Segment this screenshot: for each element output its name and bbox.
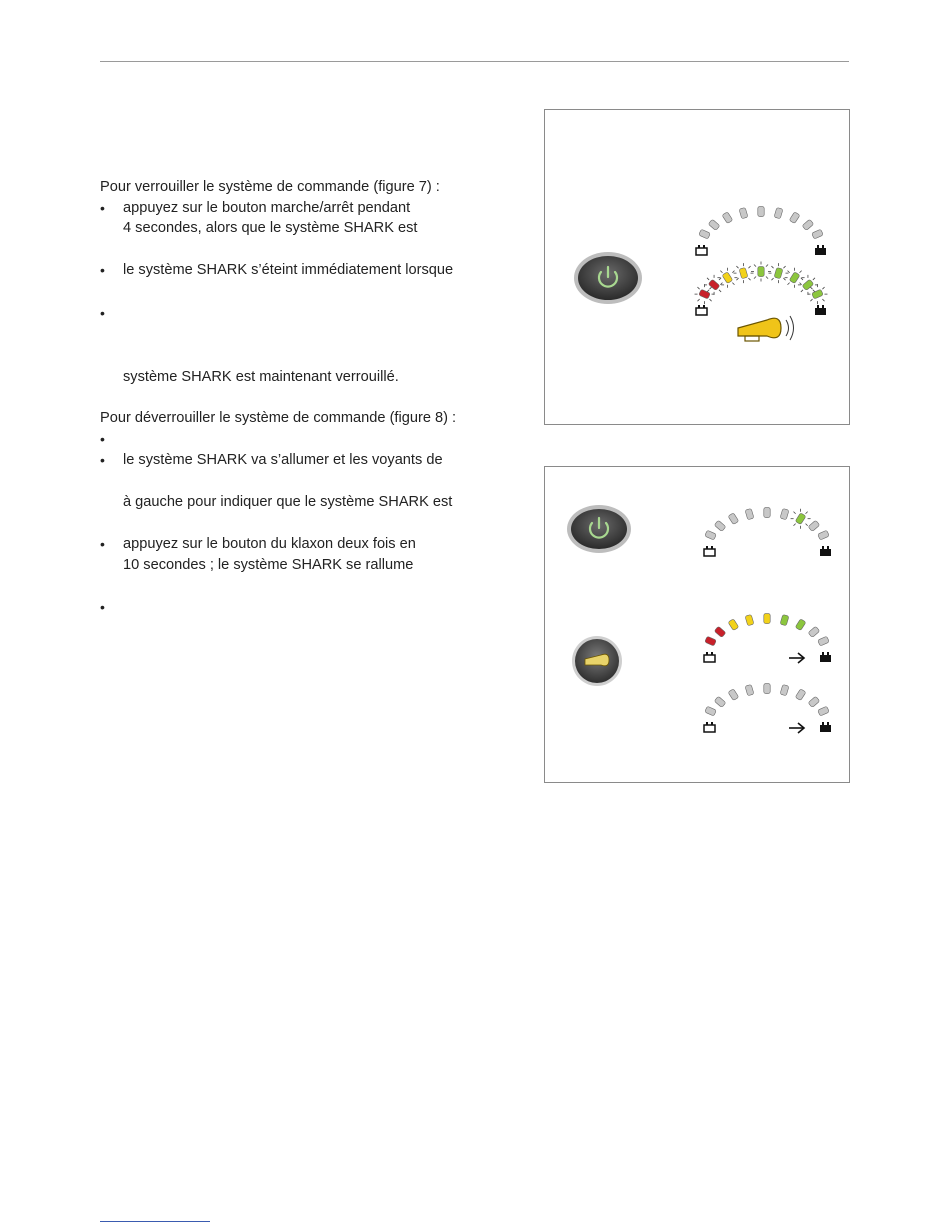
gauge-bottom <box>705 684 830 717</box>
battery-empty-icon <box>696 305 707 315</box>
led-off <box>818 530 830 540</box>
figure-8 <box>544 466 850 783</box>
led-halo <box>736 278 738 280</box>
led-off <box>699 229 711 239</box>
led-halo <box>707 278 709 280</box>
led-yellow <box>739 267 748 278</box>
led-halo <box>806 524 808 526</box>
horn-icon <box>738 316 794 341</box>
led-yellow <box>764 614 770 624</box>
led-halo <box>766 264 768 266</box>
power-button-icon <box>567 505 631 553</box>
led-off <box>780 508 789 519</box>
led-halo <box>810 299 812 301</box>
led-green <box>795 513 806 525</box>
led-off <box>808 696 820 707</box>
battery-empty-icon <box>704 546 715 556</box>
led-off <box>739 207 748 218</box>
unlock-step-3-line-2: 10 secondes ; le système SHARK se rallume <box>123 557 414 573</box>
led-off <box>764 684 770 694</box>
led-halo <box>822 287 824 289</box>
lock-step-3-line-4: système SHARK est maintenant verrouillé. <box>123 369 399 385</box>
header-rule <box>100 61 849 62</box>
led-halo <box>813 278 815 280</box>
led-off <box>774 207 783 218</box>
unlock-step-2-line-1: le système SHARK va s’allumer et les voyants de <box>123 452 443 468</box>
lock-step-2-line-1: le système SHARK s’éteint immédiatement lorsque <box>123 262 454 278</box>
led-halo <box>707 290 709 292</box>
bullet-dot: • <box>100 431 105 447</box>
led-halo <box>783 278 785 280</box>
arrow-right-icon <box>789 723 804 733</box>
led-halo <box>697 287 699 289</box>
led-halo <box>697 299 699 301</box>
battery-empty-icon <box>704 722 715 732</box>
led-halo <box>801 278 803 280</box>
led-green <box>780 614 789 625</box>
led-off <box>780 684 789 695</box>
arrow-right-icon <box>789 653 804 663</box>
unlock-intro: Pour déverrouiller le système de commande (figure 8) : <box>100 410 457 426</box>
led-red <box>705 636 717 646</box>
led-green <box>789 272 800 284</box>
led-off <box>714 520 726 531</box>
led-red <box>714 626 726 637</box>
led-halo <box>719 290 721 292</box>
battery-full-icon <box>815 305 826 315</box>
led-halo <box>800 283 802 285</box>
led-halo <box>709 299 711 301</box>
led-off <box>705 530 717 540</box>
unlock-step-3-line-1: appuyez sur le bouton du klaxon deux fois en <box>123 536 416 552</box>
led-halo <box>754 277 756 279</box>
led-green <box>758 267 764 277</box>
gauge-top <box>705 508 830 541</box>
led-off <box>728 689 739 701</box>
led-off <box>728 513 739 525</box>
battery-full-icon <box>820 652 831 662</box>
led-yellow <box>745 614 754 625</box>
led-halo <box>719 278 721 280</box>
battery-full-icon <box>820 546 831 556</box>
led-halo <box>736 266 738 268</box>
led-halo <box>748 278 750 280</box>
led-halo <box>732 283 734 285</box>
led-halo <box>794 524 796 526</box>
led-off <box>764 508 770 518</box>
led-off <box>789 212 800 224</box>
led-halo <box>771 266 773 268</box>
led-green <box>774 267 783 278</box>
led-halo <box>720 271 722 273</box>
gauge-top <box>699 207 824 240</box>
led-off <box>705 706 717 716</box>
led-halo <box>801 290 803 292</box>
led-off <box>758 207 764 217</box>
bullet-dot: • <box>100 200 105 216</box>
led-off <box>714 696 726 707</box>
bullet-dot: • <box>100 536 105 552</box>
led-halo <box>800 271 802 273</box>
led-halo <box>794 512 796 514</box>
battery-full-icon <box>820 722 831 732</box>
led-halo <box>732 271 734 273</box>
lock-step-1-line-1: appuyez sur le bouton marche/arrêt pendant <box>123 200 411 216</box>
battery-empty-icon <box>696 245 707 255</box>
led-off <box>818 636 830 646</box>
figure-7 <box>544 109 850 425</box>
led-halo <box>783 266 785 268</box>
led-halo <box>754 264 756 266</box>
led-halo <box>771 278 773 280</box>
led-halo <box>709 287 711 289</box>
lock-intro: Pour verrouiller le système de commande (figure 7) : <box>100 179 440 195</box>
led-off <box>802 219 814 230</box>
battery-full-icon <box>815 245 826 255</box>
bullet-dot: • <box>100 599 105 615</box>
led-off <box>808 520 820 531</box>
led-off <box>795 689 806 701</box>
led-off <box>745 684 754 695</box>
led-halo <box>720 283 722 285</box>
led-off <box>708 219 720 230</box>
led-halo <box>748 266 750 268</box>
led-halo <box>806 512 808 514</box>
unlock-step-2-line-3: à gauche pour indiquer que le système SHARK est <box>123 494 453 510</box>
led-halo <box>810 287 812 289</box>
led-green <box>795 619 806 631</box>
led-halo <box>788 283 790 285</box>
gauge-bottom <box>695 262 828 305</box>
led-yellow <box>728 619 739 631</box>
led-off <box>812 229 824 239</box>
bullet-dot: • <box>100 305 105 321</box>
lock-step-1-line-2: 4 secondes, alors que le système SHARK est <box>123 220 418 236</box>
gauge-middle <box>705 614 830 647</box>
bullet-dot: • <box>100 452 105 468</box>
bullet-dot: • <box>100 262 105 278</box>
led-halo <box>788 271 790 273</box>
led-off <box>722 212 733 224</box>
led-yellow <box>722 272 733 284</box>
led-halo <box>766 277 768 279</box>
battery-empty-icon <box>704 652 715 662</box>
power-button-icon <box>574 252 642 304</box>
led-off <box>808 626 820 637</box>
horn-button-icon <box>572 636 622 686</box>
led-off <box>818 706 830 716</box>
footer-rule <box>100 1221 210 1222</box>
led-halo <box>822 299 824 301</box>
led-off <box>745 508 754 519</box>
